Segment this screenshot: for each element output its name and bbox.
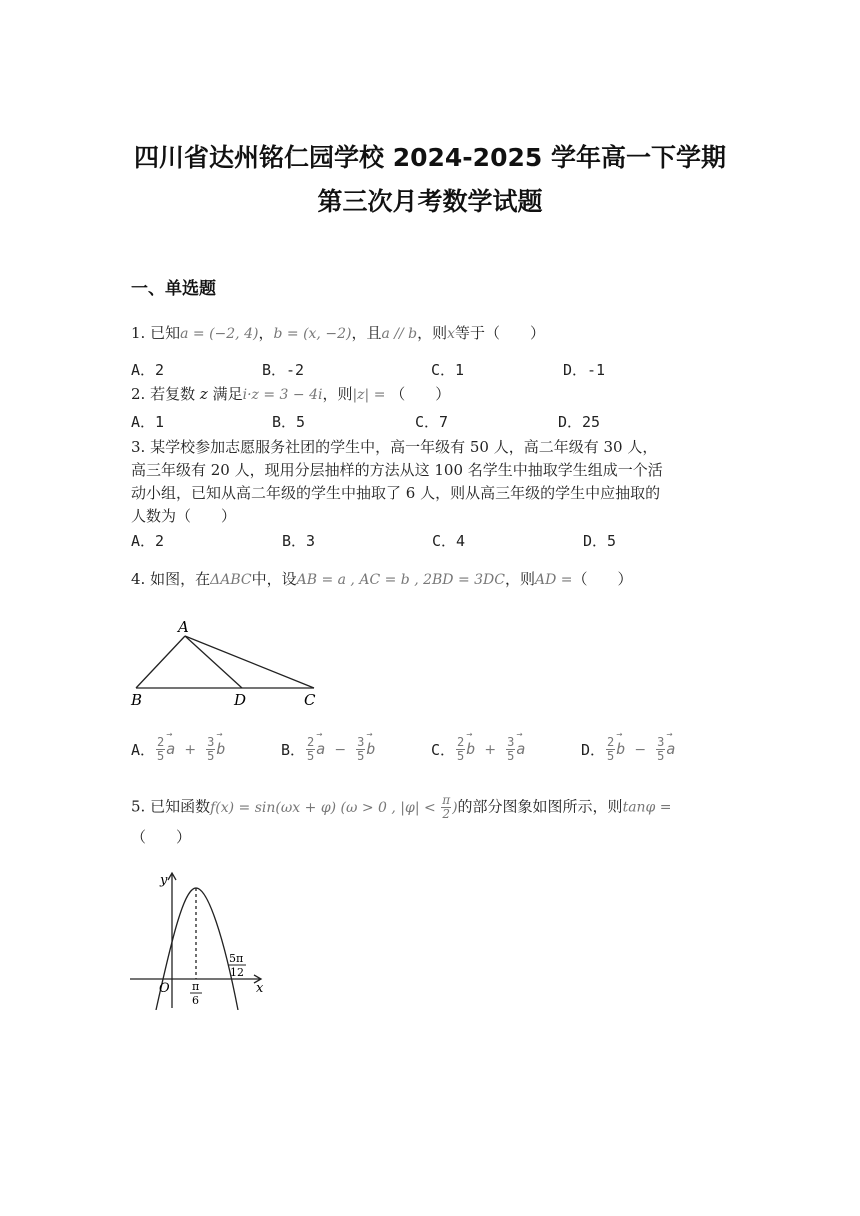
label-a: A — [178, 618, 189, 636]
q2-text-2: 满足 — [212, 385, 243, 403]
section-heading: 一、单选题 — [131, 279, 216, 299]
tick-pi-6-den: 6 — [192, 994, 199, 1007]
label-d: D — [234, 691, 247, 709]
q4-text-2: 中，设 — [251, 570, 297, 588]
q5-line-2: （ ） — [131, 828, 192, 846]
q4-option-d: D． $\frac{2}{5}$ → b − $\frac{3}{5}$ → a — [581, 736, 675, 763]
q1-option-a: A．2 — [131, 361, 165, 379]
question-2 — [131, 383, 450, 404]
origin-label: O — [159, 981, 170, 996]
q1-text-1: 已知 — [150, 324, 181, 342]
q1-math-a: a = (−2, 4) — [180, 326, 259, 342]
q2-math-modulus: |z| = — [352, 387, 386, 403]
q3-option-d: D．5 — [583, 532, 617, 550]
q2-option-b: B．5 — [272, 413, 306, 431]
q3-line-1: 3. 某学校参加志愿服务社团的学生中，高一年级有 50 人，高二年级有 30 人， — [131, 438, 658, 456]
question-1 — [131, 322, 545, 343]
q2-text-1: 若复数 — [150, 385, 196, 403]
segment-ad — [185, 636, 242, 688]
q2-option-d: D．25 — [558, 413, 601, 431]
q2-math-z: z — [199, 385, 208, 403]
doc-title-line2: 第三次月考数学试题 — [317, 187, 543, 216]
q1-number: 1. — [131, 324, 146, 342]
q2-number: 2. — [131, 385, 146, 403]
q4-option-c: C． $\frac{2}{5}$ → b + $\frac{3}{5}$ → a — [431, 736, 525, 763]
q4-math-vectors: AB = a , AC = b , 2BD = 3DC — [296, 572, 505, 588]
question-5 — [131, 794, 672, 821]
q4-number: 4. — [131, 570, 146, 588]
q4-text-4: （ ） — [572, 570, 633, 588]
segment-ab — [136, 636, 185, 688]
triangle-figure — [128, 618, 328, 710]
q1-option-d: D．-1 — [563, 361, 606, 379]
q4-text-3: ，则 — [505, 570, 536, 588]
q1-option-b: B．-2 — [262, 361, 305, 379]
q3-option-b: B．3 — [282, 532, 316, 550]
q3-line-4: 人数为（ ） — [131, 507, 237, 525]
segment-ac — [185, 636, 314, 688]
q5-text-1: 已知函数 — [150, 797, 211, 816]
q1-text-4: 等于（ ） — [455, 324, 546, 342]
label-b: B — [131, 691, 143, 709]
q3-option-a: A．2 — [131, 532, 165, 550]
doc-title-line1: 四川省达州铭仁园学校 2024-2025 学年高一下学期 — [134, 143, 726, 172]
q3-line-2: 高三年级有 20 人，现用分层抽样的方法从这 100 名学生中抽取学生组成一个活 — [131, 461, 663, 479]
question-4 — [131, 568, 633, 589]
q1-option-c: C．1 — [431, 361, 465, 379]
q5-number: 5. — [131, 797, 146, 816]
q1-math-b: b = (x, −2) — [273, 326, 352, 342]
y-axis-label: y — [160, 873, 168, 888]
q1-math-x: x — [447, 326, 456, 342]
q5-math-function: f(x) = sin(ωx + φ) (ω > 0 , |φ| < $\frac{\pi}{2}$ ) — [210, 793, 458, 821]
q2-text-4: （ ） — [390, 385, 451, 403]
q4-math-ad: AD = — [535, 572, 573, 588]
q1-text-2: ，且 — [351, 324, 382, 342]
tick-5pi-12-den: 12 — [230, 966, 244, 979]
q4-option-b: B． $\frac{2}{5}$ → a − $\frac{3}{5}$ → b — [281, 736, 375, 763]
q2-option-a: A．1 — [131, 413, 165, 431]
q2-math-equation: i·z = 3 − 4i — [242, 387, 323, 403]
q1-math-parallel: a // b — [381, 326, 418, 342]
q3-line-3: 动小组，已知从高二年级的学生中抽取了 6 人，则从高三年级的学生中应抽取的 — [131, 484, 661, 502]
sine-graph-figure — [128, 868, 268, 1010]
q1-text-3: ，则 — [417, 324, 448, 342]
q2-text-3: ，则 — [322, 385, 353, 403]
tick-5pi-12-num: 5π — [229, 952, 244, 965]
label-c: C — [304, 691, 316, 709]
q4-math-triangle: ΔABC — [210, 572, 252, 588]
q5-text-2: 的部分图象如图所示，则 — [457, 797, 623, 816]
x-axis-label: x — [256, 981, 264, 996]
q1-sep: ， — [258, 324, 274, 342]
q4-option-a: A． $\frac{2}{5}$ → a + $\frac{3}{5}$ → b — [131, 736, 225, 763]
tick-pi-6-num: π — [192, 980, 200, 993]
q2-option-c: C．7 — [415, 413, 449, 431]
q3-option-c: C．4 — [432, 532, 466, 550]
q4-text-1: 如图，在 — [150, 570, 211, 588]
q5-math-tan: tanφ = — [622, 799, 672, 816]
